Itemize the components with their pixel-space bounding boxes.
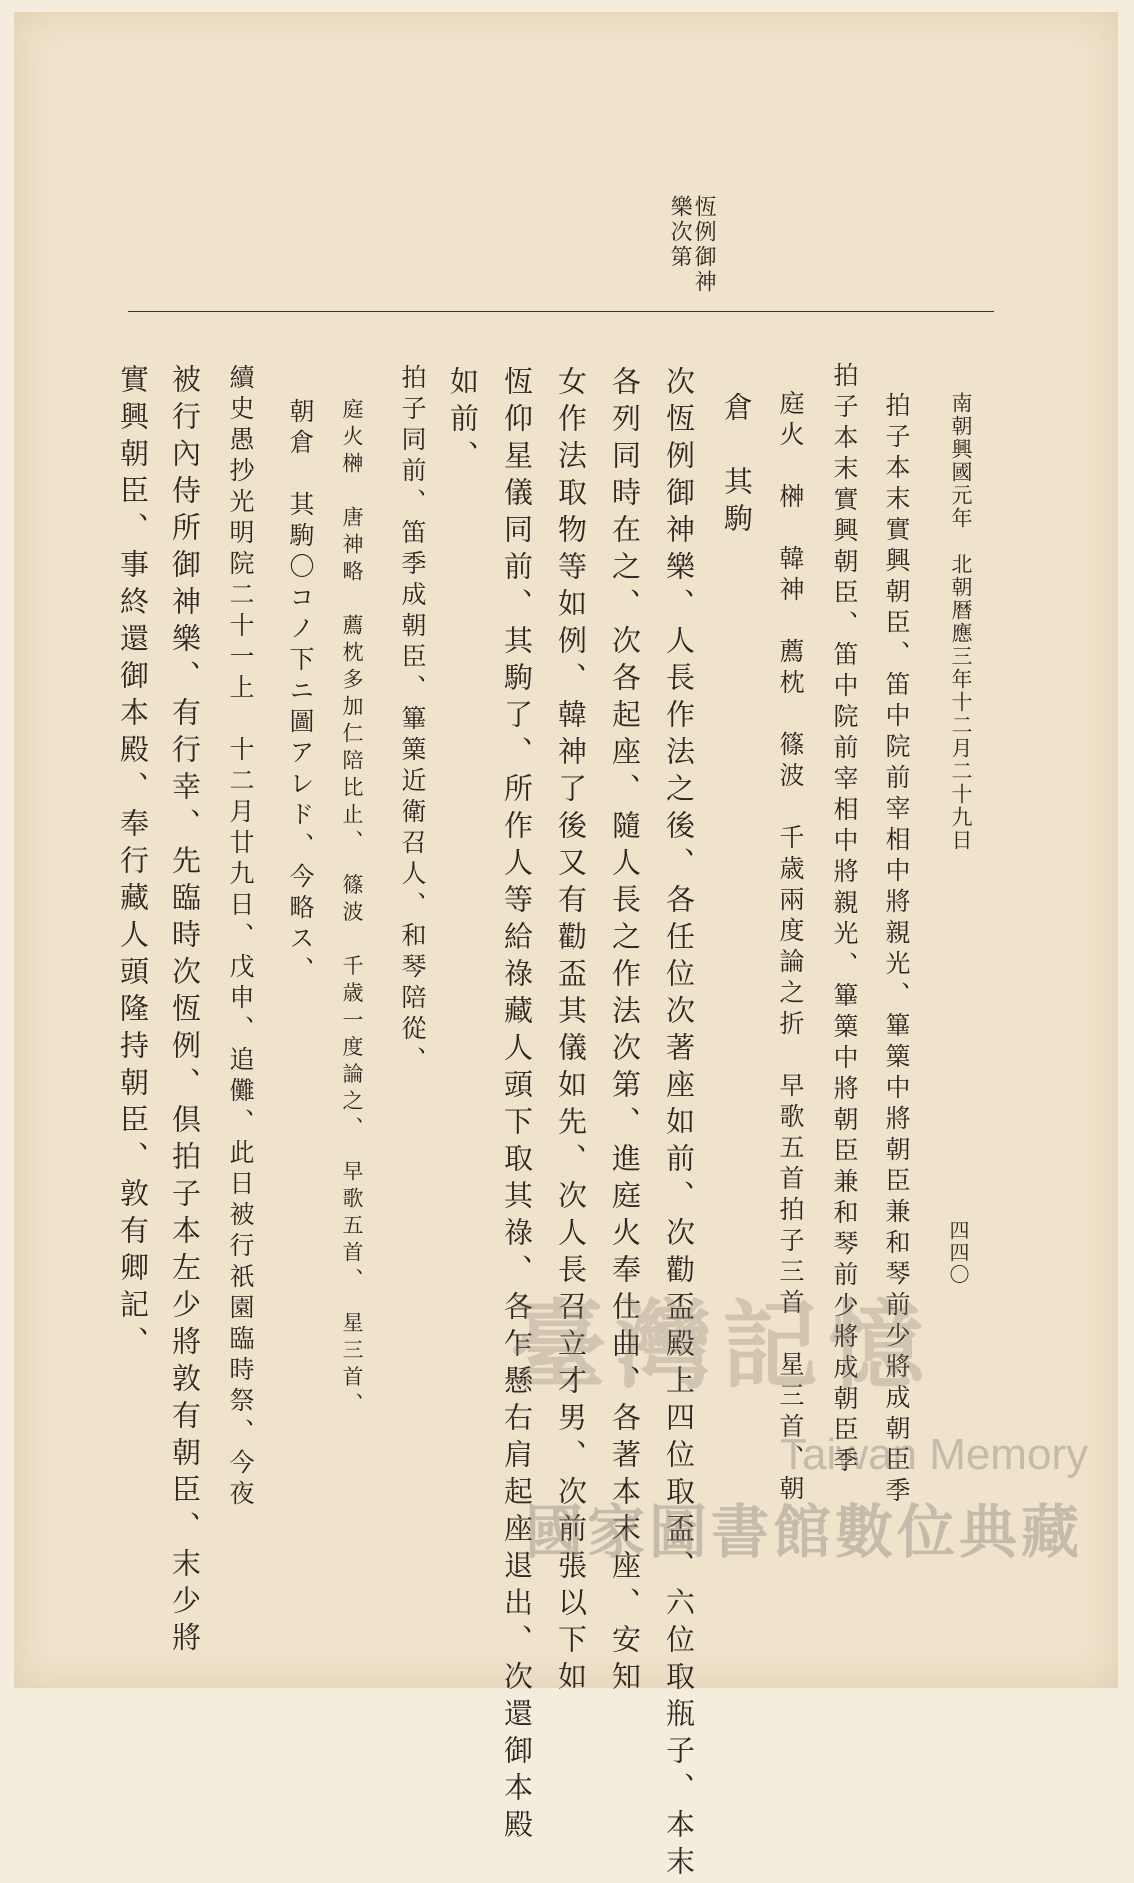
side-title-2: 樂次第 [667, 195, 693, 270]
date-header: 南朝興國元年 北朝暦應三年十二月二十九日 [949, 392, 973, 852]
text-line-11: 庭火榊 唐神略 薦枕多加仁陪比止、 篠波 千歳一度論之、 早歌五首、 星三首、 [340, 398, 364, 1420]
page-number: 四四〇 [946, 1220, 970, 1286]
text-line-10: 拍子同前、笛季成朝臣、篳篥近衛召人、和琴陪從、 [398, 364, 427, 1077]
text-line-15: 實興朝臣、事終還御本殿、奉行藏人頭隆持朝臣、敦有卿記、 [116, 364, 150, 1363]
text-line-2: 拍子本末實興朝臣、笛中院前宰相中將親光、篳篥中將朝臣兼和琴前少將成朝臣季 [830, 362, 859, 1478]
header-rule [128, 311, 994, 312]
side-title-1: 恆例御神 [691, 195, 717, 295]
text-line-8: 恆仰星儀同前、其駒了、所作人等給祿藏人頭下取其祿、各乍懸右肩起座退出、次還御本殿 [500, 366, 534, 1846]
text-line-7: 女作法取物等如例、韓神了後又有勸盃其儀如先、次人長召立才男、次前張以下如 [554, 366, 588, 1698]
text-line-6: 各列同時在之、次各起座、隨人長之作法次第、進庭火奉仕曲、各著本末座、安知 [608, 366, 642, 1698]
text-line-9: 如前、 [446, 366, 480, 477]
watermark-english: Taiwan Memory [780, 1430, 1089, 1479]
text-line-4: 倉 其駒 [720, 392, 754, 540]
watermark-org: 國家圖書館數位典藏 [525, 1498, 1084, 1566]
text-line-13: 續史愚抄光明院二十一上 十二月廿九日、戊申、追儺、此日被行祇園臨時祭、今夜 [226, 364, 255, 1511]
text-line-3: 庭火 榊 韓神 薦枕 篠波 千歳兩度論之折 早歌五首拍子三首 星三首、朝 [776, 390, 805, 1506]
text-line-1: 拍子本末實興朝臣、笛中院前宰相中將親光、篳篥中將朝臣兼和琴前少將成朝臣季 [882, 392, 911, 1508]
text-line-5: 次恆例御神樂、人長作法之後、各任位次著座如前、次勸盃殿上四位取盃、六位取瓶子、本末 [662, 366, 696, 1883]
text-line-12: 朝倉 其駒〇コノ下ニ圖アレド、今略ス、 [286, 398, 315, 987]
text-line-14: 被行內侍所御神樂、有行幸、先臨時次恆例、倶拍子本左少將敦有朝臣、末少將 [168, 364, 202, 1659]
watermark-logo: 臺灣記憶 [510, 1289, 934, 1402]
